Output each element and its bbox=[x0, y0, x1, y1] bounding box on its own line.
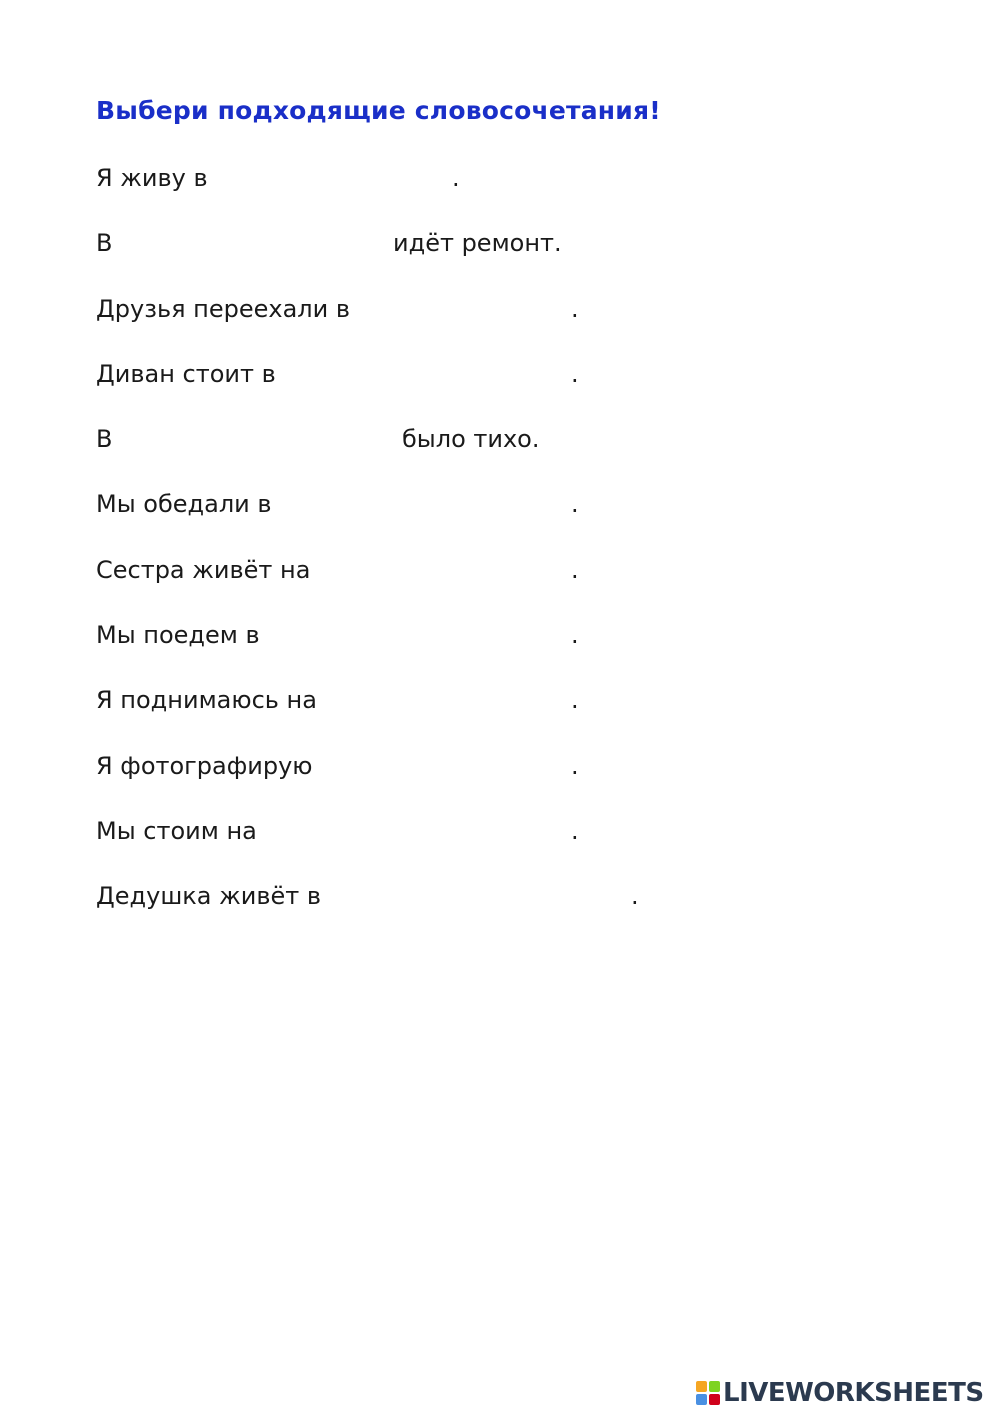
sentence-8 bbox=[96, 617, 856, 653]
sentence-5 bbox=[96, 421, 856, 457]
sentence-7-start: Сестра живёт на bbox=[96, 556, 311, 584]
sentence-1 bbox=[96, 160, 856, 196]
sentence-1-end: . bbox=[452, 164, 460, 192]
sentence-11-answer-field[interactable] bbox=[278, 817, 570, 845]
sentence-1-answer-field[interactable] bbox=[226, 164, 451, 192]
sentence-12-answer-field[interactable] bbox=[346, 882, 630, 910]
sentence-2-answer-field[interactable] bbox=[124, 229, 384, 257]
sentence-9 bbox=[96, 682, 856, 718]
sentence-1-start: Я живу в bbox=[96, 164, 208, 192]
sentence-10-answer-field[interactable] bbox=[340, 752, 570, 780]
sentence-6-end: . bbox=[571, 490, 579, 518]
sentence-3-start: Друзья переехали в bbox=[96, 295, 351, 323]
liveworksheets-logo-icon bbox=[696, 1381, 720, 1405]
sentence-6-start: Мы обедали в bbox=[96, 490, 272, 518]
sentence-2-end: идёт ремонт. bbox=[393, 229, 562, 257]
sentence-8-answer-field[interactable] bbox=[282, 621, 570, 649]
sentence-12-start: Дедушка живёт в bbox=[96, 882, 321, 910]
sentence-9-answer-field[interactable] bbox=[346, 686, 570, 714]
sentence-12 bbox=[96, 878, 856, 914]
sentence-2-start: В bbox=[96, 229, 113, 257]
sentence-3-end: . bbox=[571, 295, 579, 323]
sentence-8-start: Мы поедем в bbox=[96, 621, 260, 649]
sentence-5-answer-field[interactable] bbox=[124, 425, 394, 453]
sentence-5-start: В bbox=[96, 425, 113, 453]
sentence-10-end: . bbox=[571, 752, 579, 780]
sentence-10-start: Я фотографирую bbox=[96, 752, 313, 780]
liveworksheets-logo bbox=[696, 1378, 984, 1408]
sentence-7 bbox=[96, 552, 856, 588]
liveworksheets-brand-text: LIVEWORKSHEETS bbox=[723, 1378, 984, 1408]
sentence-11-end: . bbox=[571, 817, 579, 845]
sentence-5-end: было тихо. bbox=[402, 425, 540, 453]
sentence-10 bbox=[96, 748, 856, 784]
sentence-11 bbox=[96, 813, 856, 849]
sentence-6-answer-field[interactable] bbox=[296, 490, 570, 518]
sentence-4-start: Диван стоит в bbox=[96, 360, 276, 388]
sentence-7-answer-field[interactable] bbox=[332, 556, 570, 584]
sentence-11-start: Мы стоим на bbox=[96, 817, 257, 845]
sentence-4-answer-field[interactable] bbox=[296, 360, 570, 388]
sentence-4 bbox=[96, 356, 856, 392]
sentence-6 bbox=[96, 486, 856, 522]
sentence-8-end: . bbox=[571, 621, 579, 649]
sentence-3 bbox=[96, 291, 856, 327]
worksheet-title: Выбери подходящие словосочетания! bbox=[96, 96, 661, 125]
sentence-12-end: . bbox=[631, 882, 639, 910]
sentence-2 bbox=[96, 225, 856, 261]
sentence-4-end: . bbox=[571, 360, 579, 388]
sentence-9-start: Я поднимаюсь на bbox=[96, 686, 317, 714]
sentence-9-end: . bbox=[571, 686, 579, 714]
sentence-7-end: . bbox=[571, 556, 579, 584]
sentence-3-answer-field[interactable] bbox=[380, 295, 570, 323]
